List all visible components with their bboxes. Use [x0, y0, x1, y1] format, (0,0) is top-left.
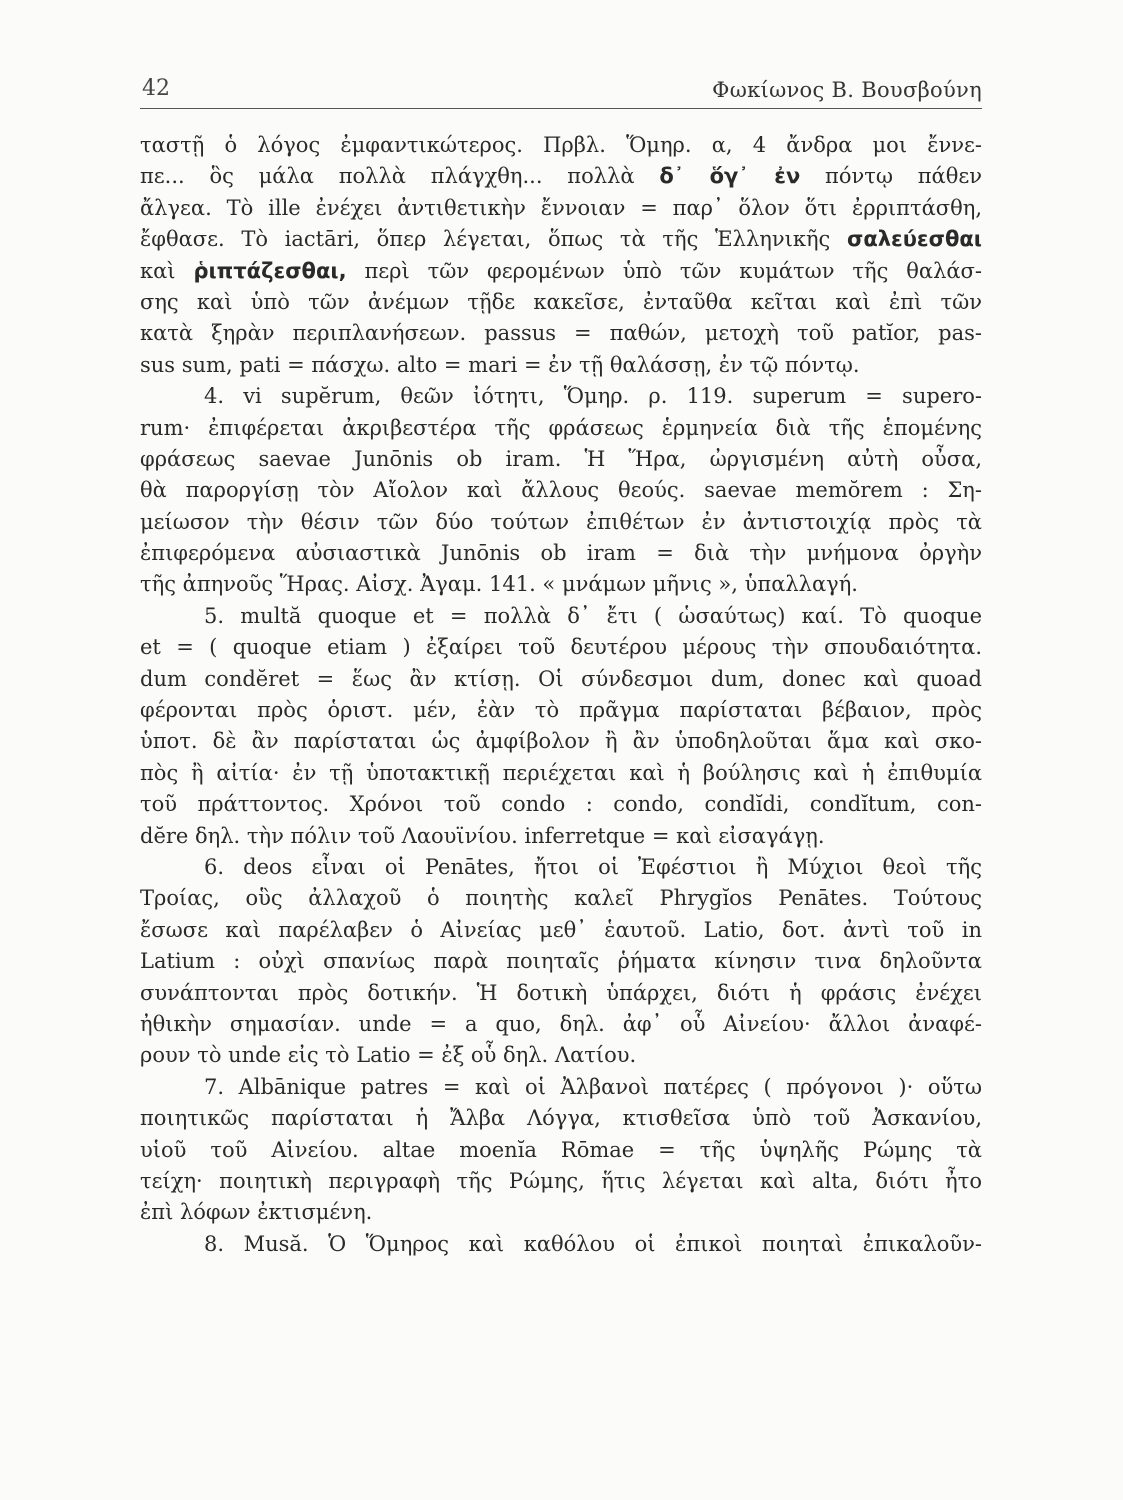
- text-segment: Latium : οὐχὶ σπανίως παρὰ ποιηταῖς ῥήματα κίνησιν τινα δηλοῦντα: [140, 949, 982, 974]
- text-segment: πὸς ἢ αἰτία· ἐν τῇ ὑποτακτικῇ περιέχεται καὶ ἡ βούλησις καὶ ἡ ἐπιθυμία: [140, 760, 982, 785]
- text-segment: ἐπὶ λόφων ἐκτισμένη.: [140, 1200, 373, 1225]
- text-line: [140, 1040, 982, 1071]
- text-segment: φέρονται πρὸς ὁριστ. μέν, ἐὰν τὸ πρᾶγμα παρίσταται βέβαιον, πρὸς: [140, 698, 982, 723]
- text-line: [140, 695, 982, 726]
- text-line: [140, 852, 982, 883]
- text-line: [140, 1103, 982, 1134]
- text-segment: τοῦ πράττοντος. Χρόνοι τοῦ condo : condo, condĭdi, condĭtum, con-: [140, 792, 982, 817]
- body-text: [140, 130, 982, 1260]
- text-line: [140, 350, 982, 381]
- text-segment: σης καὶ ὑπὸ τῶν ἀνέμων τῇδε κακεῖσε, ἐνταῦθα κεῖται καὶ ἐπὶ τῶν: [140, 289, 982, 314]
- text-segment: 8. Musă. Ὁ Ὅμηρος καὶ καθόλου οἱ ἐπικοὶ ποιηταὶ ἐπικαλοῦν-: [204, 1231, 982, 1256]
- bold-term: δ᾽ ὅγ᾽ ἐν: [659, 164, 801, 189]
- text-segment: θὰ παροργίσῃ τὸν Αἴολον καὶ ἄλλους θεούς. saevae memŏrem : Ση-: [140, 478, 982, 503]
- text-line: [140, 287, 982, 318]
- text-segment: dum condĕret = ἕως ἂν κτίσῃ. Οἱ σύνδεσμοι dum, donec καὶ quoad: [140, 666, 982, 691]
- text-line: [140, 632, 982, 663]
- text-line: [140, 413, 982, 444]
- text-line: [140, 224, 982, 255]
- text-segment: υἱοῦ τοῦ Αἰνείου. altae moenĭa Rōmae = τῆς ὑψηλῆς Ρώμης τὰ: [140, 1137, 982, 1162]
- text-line: [140, 664, 982, 695]
- text-line: [140, 538, 982, 569]
- text-line: [140, 444, 982, 475]
- text-line: [140, 1197, 982, 1228]
- text-segment: μείωσον τὴν θέσιν τῶν δύο τούτων ἐπιθέτων ἐν ἀντιστοιχίᾳ πρὸς τὰ: [140, 509, 982, 534]
- running-title: Φωκίωνος Β. Βουσβούνη: [712, 78, 982, 102]
- text-segment: et = ( quoque etiam ) ἐξαίρει τοῦ δευτέρου μέρους τὴν σπουδαιότητα.: [140, 635, 982, 660]
- text-segment: sus sum, pati = πάσχω. alto = mari = ἐν τῇ θαλάσσῃ, ἐν τῷ πόντῳ.: [140, 352, 860, 377]
- text-segment: καὶ: [140, 258, 194, 283]
- text-line: [140, 978, 982, 1009]
- text-line: [140, 256, 982, 287]
- text-line: [140, 1072, 982, 1103]
- text-segment: ὑποτ. δὲ ἂν παρίσταται ὡς ἀμφίβολον ἢ ἂν ὑποδηλοῦται ἅμα καὶ σκο-: [140, 729, 982, 754]
- text-segment: κατὰ ξηρὰν περιπλανήσεων. passus = παθών, μετοχὴ τοῦ patĭor, pas-: [140, 321, 982, 346]
- text-line: [140, 1229, 982, 1260]
- text-segment: 5. multă quoque et = πολλὰ δ᾽ ἔτι ( ὡσαύτως) καί. Τὸ quoque: [204, 603, 982, 628]
- text-segment: τείχη· ποιητικὴ περιγραφὴ τῆς Ρώμης, ἥτις λέγεται καὶ alta, διότι ἦτο: [140, 1168, 982, 1193]
- text-line: [140, 915, 982, 946]
- text-line: [140, 758, 982, 789]
- text-line: [140, 569, 982, 600]
- text-line: [140, 726, 982, 757]
- text-line: [140, 193, 982, 224]
- text-line: [140, 821, 982, 852]
- page-number: 42: [142, 76, 170, 101]
- bold-term: ῥιπτάζεσθαι,: [193, 258, 347, 283]
- text-line: [140, 883, 982, 914]
- text-line: [140, 475, 982, 506]
- text-segment: ἔφθασε. Τὸ iactāri, ὅπερ λέγεται, ὅπως τὰ τῆς Ἑλληνικῆς: [140, 227, 847, 252]
- text-segment: ἔσωσε καὶ παρέλαβεν ὁ Αἰνείας μεθ᾽ ἑαυτοῦ. Latio, δοτ. ἀντὶ τοῦ in: [140, 917, 982, 942]
- text-line: [140, 601, 982, 632]
- text-line: [140, 507, 982, 538]
- text-line: [140, 1135, 982, 1166]
- text-line: [140, 946, 982, 977]
- text-line: [140, 161, 982, 192]
- text-segment: συνάπτονται πρὸς δοτικήν. Ἡ δοτικὴ ὑπάρχει, διότι ἡ φράσις ἐνέχει: [140, 980, 982, 1005]
- bold-term: σαλεύεσθαι: [846, 227, 982, 252]
- text-segment: πε... ὃς μάλα πολλὰ πλάγχθη... πολλὰ: [140, 164, 660, 189]
- text-segment: τῆς ἀπηνοῦς Ἥρας. Αἰσχ. Ἀγαμ. 141. « μνάμων μῆνις », ὑπαλλαγή.: [140, 572, 858, 597]
- text-line: [140, 130, 982, 161]
- text-line: [140, 318, 982, 349]
- text-segment: φράσεως saevae Junōnis ob iram. Ἡ Ἥρα, ὠργισμένη αὐτὴ οὖσα,: [140, 446, 982, 471]
- text-segment: περὶ τῶν φερομένων ὑπὸ τῶν κυμάτων τῆς θαλάσ-: [346, 258, 982, 283]
- text-segment: ταστῇ ὁ λόγος ἐμφαντικώτερος. Πρβλ. Ὅμηρ. α, 4 ἄνδρα μοι ἔννε-: [140, 133, 982, 157]
- page-header: [140, 74, 982, 109]
- text-segment: rum· ἐπιφέρεται ἀκριβεστέρα τῆς φράσεως ἑρμηνεία διὰ τῆς ἑπομένης: [140, 415, 982, 440]
- text-segment: ρουν τὸ unde εἰς τὸ Latio = ἐξ οὗ δηλ. Λατίου.: [140, 1043, 637, 1068]
- text-segment: ἠθικὴν σημασίαν. unde = a quo, δηλ. ἀφ᾽ οὗ Αἰνείου· ἄλλοι ἀναφέ-: [140, 1011, 982, 1036]
- text-segment: dĕre δηλ. τὴν πόλιν τοῦ Λαουϊνίου. inferretque = καὶ εἰσαγάγῃ.: [140, 823, 825, 848]
- text-segment: 6. deos εἶναι οἱ Penātes, ἤτοι οἱ Ἐφέστιοι ἢ Μύχιοι θεοὶ τῆς: [204, 854, 982, 879]
- text-segment: 7. Albānique patres = καὶ οἱ Ἀλβανοὶ πατέρες ( πρόγονοι )· οὕτω: [204, 1074, 982, 1099]
- text-segment: ἐπιφερόμενα αὐσιαστικὰ Junōnis ob iram = διὰ τὴν μνήμονα ὀργὴν: [140, 541, 982, 566]
- text-segment: Τροίας, οὓς ἀλλαχοῦ ὁ ποιητὴς καλεῖ Phrygĭos Penātes. Τούτους: [140, 886, 982, 911]
- text-segment: ἄλγεα. Τὸ ille ἐνέχει ἀντιθετικὴν ἔννοιαν = παρ᾽ ὅλον ὅτι ἐρριπτάσθη,: [140, 195, 982, 220]
- text-segment: πόντῳ πάθεν: [800, 164, 982, 189]
- text-line: [140, 789, 982, 820]
- text-segment: ποιητικῶς παρίσταται ἡ Ἄλβα Λόγγα, κτισθεῖσα ὑπὸ τοῦ Ἀσκανίου,: [140, 1106, 982, 1131]
- text-line: [140, 1166, 982, 1197]
- text-line: [140, 1009, 982, 1040]
- text-segment: 4. vi supĕrum, θεῶν ἰότητι, Ὅμηρ. ρ. 119. superum = supero-: [204, 384, 982, 409]
- text-line: [140, 381, 982, 412]
